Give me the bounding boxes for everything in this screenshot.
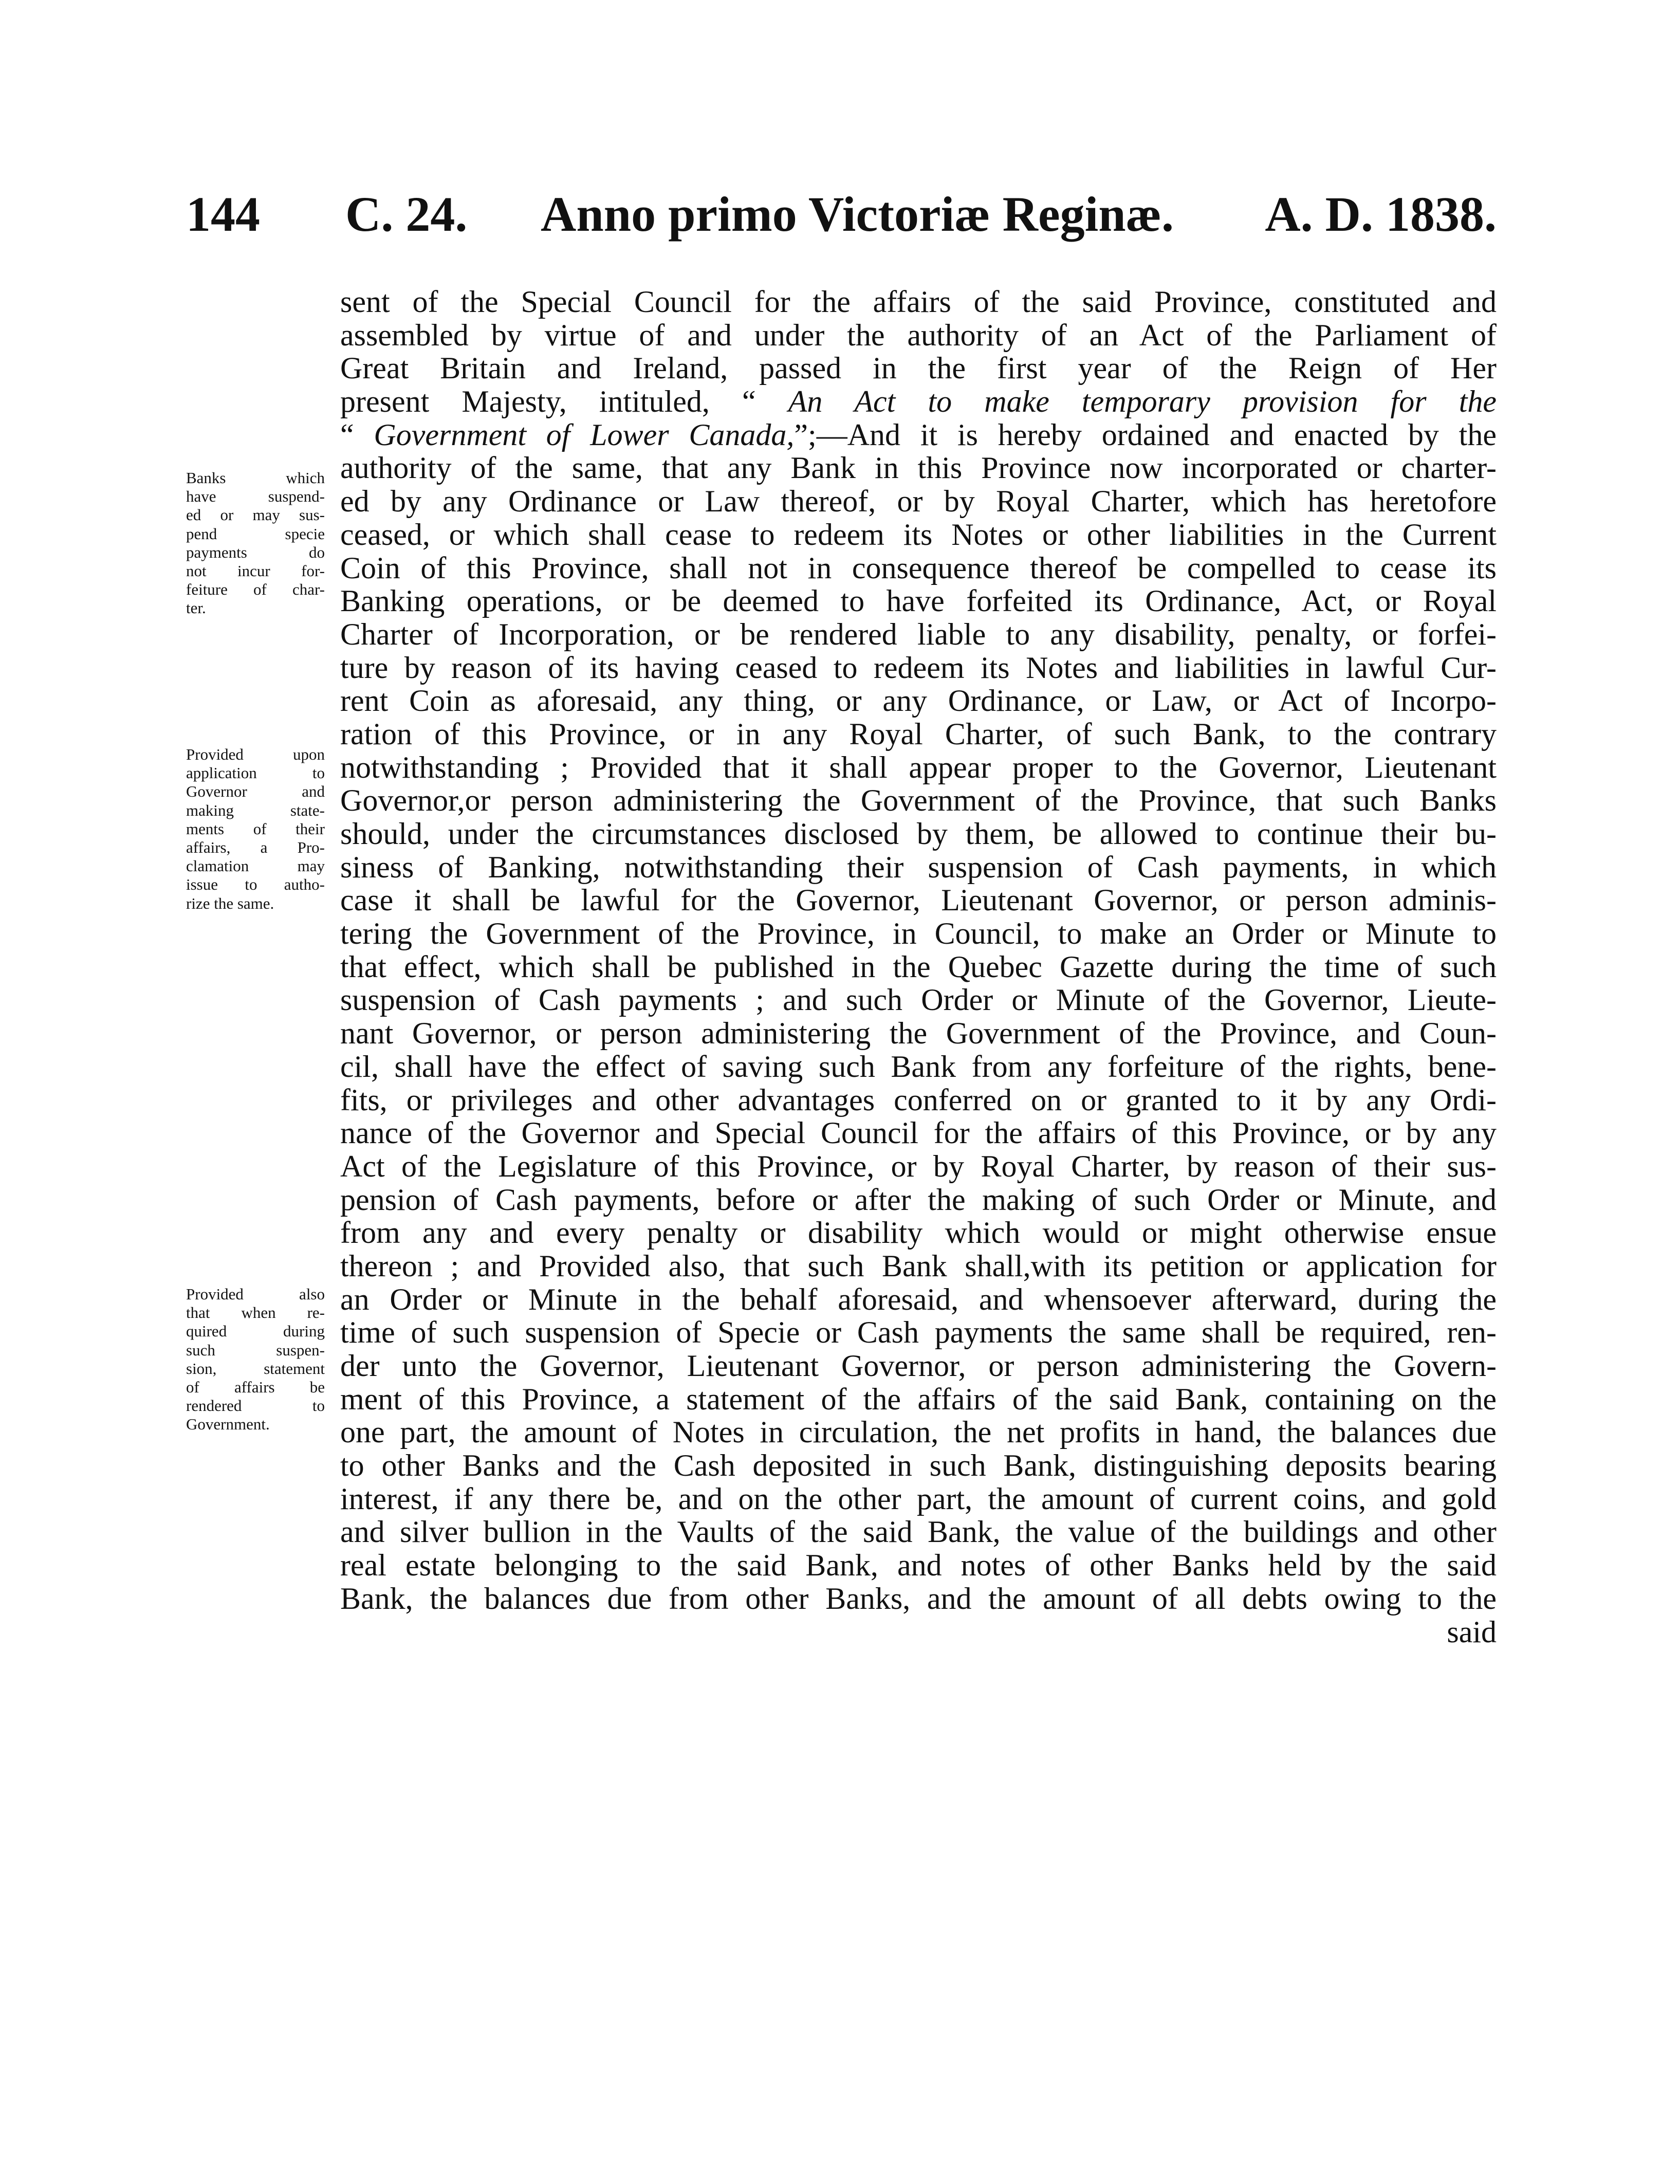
text-line: fits, or privileges and other advantages conferred on or granted to it by any Ordi- [340,1082,1497,1117]
text-line: an Order or Minute in the behalf aforesaid, and whensoever afterward, during the [340,1282,1497,1316]
margin-note-line: rize the same. [186,894,274,912]
text-line: and silver bullion in the Vaults of the said Bank, the value of the buildings and other [340,1515,1497,1549]
margin-note-line: ter. [186,599,206,617]
text-line: notwithstanding ; Provided that it shall appear proper to the Governor, Lieutenant [340,750,1497,784]
margin-note-line: such suspen- [186,1341,325,1359]
margin-note-line: quired during [186,1322,325,1341]
margin-note-line: Governor and [186,782,325,801]
text-segment: present Majesty, intituled, “ [340,384,788,419]
margin-note-line: have suspend- [186,487,325,506]
text-line: Charter of Incorporation, or be rendered liable to any disability, penalty, or forfei- [340,617,1497,651]
margin-note-line: Banks which [186,469,325,487]
text-line [340,418,1497,452]
text-line: from any and every penalty or disability which would or might otherwise ensue [340,1216,1497,1250]
text-line: rent Coin as aforesaid, any thing, or any Ordinance, or Law, or Act of Incorpo- [340,684,1497,718]
margin-note-line: of affairs be [186,1378,325,1397]
text-line: nant Governor, or person administering the Government of the Province, and Coun- [340,1016,1497,1051]
text-line: assembled by virtue of and under the authority of an Act of the Parliament of [340,318,1497,352]
text-line: to other Banks and the Cash deposited in such Bank, distinguishing deposits bearing [340,1448,1497,1483]
margin-note-line: Government. [186,1415,270,1434]
margin-note-line: payments do [186,543,325,561]
text-line: ration of this Province, or in any Royal Charter, of such Bank, to the contrary [340,717,1497,751]
running-title: Anno primo Victoriæ Reginæ. [541,187,1174,242]
margin-note-line: clamation may [186,857,325,875]
text-line: Coin of this Province, shall not in consequence thereof be compelled to cease its [340,550,1497,585]
margin-note-line: Provided upon [186,745,325,763]
margin-note-line: not incur for- [186,562,325,580]
margin-note-statement-of-affairs [186,1285,325,1434]
text-line: pension of Cash payments, before or after the making of such Order or Minute, and [340,1182,1497,1217]
text-line: nance of the Governor and Special Council for the affairs of this Province, or by any [340,1116,1497,1150]
text-line: authority of the same, that any Bank in this Province now incorporated or charter- [340,451,1497,485]
italic-title-segment: Government of Lower Canada, [374,417,795,452]
margin-note-line: issue to autho- [186,875,325,894]
text-line [340,385,1497,418]
margin-note-line: making state- [186,801,325,819]
year: A. D. 1838. [1265,187,1497,242]
body-text [340,285,1497,1648]
italic-title-segment: An Act to make temporary provision for the [788,384,1497,419]
text-line: one part, the amount of Notes in circulation, the net profits in hand, the balances due [340,1415,1497,1449]
text-segment: “ [340,417,374,452]
running-header [186,181,1497,248]
text-line: ed by any Ordinance or Law thereof, or by Royal Charter, which has heretofore [340,484,1497,519]
text-line: should, under the circumstances disclosed by them, be allowed to continue their bu- [340,817,1497,851]
margin-note-line: Provided also [186,1285,325,1303]
text-line: case it shall be lawful for the Governor, Lieutenant Governor, or person adminis- [340,883,1497,917]
text-line: ceased, or which shall cease to redeem its Notes or other liabilities in the Current [340,517,1497,552]
text-line: sent of the Special Council for the affairs of the said Province, constituted and [340,285,1497,319]
margin-note-line: affairs, a Pro- [186,838,325,857]
text-line: Act of the Legislature of this Province, or by Royal Charter, by reason of their sus- [340,1149,1497,1183]
text-line: siness of Banking, notwithstanding their suspension of Cash payments, in which [340,850,1497,884]
margin-note-line: ments of their [186,819,325,838]
margin-note-line: rendered to [186,1397,325,1415]
text-line: suspension of Cash payments ; and such Order or Minute of the Governor, Lieute- [340,983,1497,1017]
text-line: der unto the Governor, Lieutenant Governor, or person administering the Govern- [340,1349,1497,1383]
text-line: said [1447,1614,1497,1649]
margin-note-proclamation [186,745,325,913]
text-line: thereon ; and Provided also, that such Bank shall,with its petition or application for [340,1249,1497,1283]
text-line: Governor,or person administering the Government of the Province, that such Banks [340,783,1497,818]
text-line: ment of this Province, a statement of the affairs of the said Bank, containing on the [340,1382,1497,1416]
margin-note-line: sion, statement [186,1359,325,1378]
margin-note-line: application to [186,764,325,782]
margin-note-line: pend specie [186,524,325,543]
text-line: Banking operations, or be deemed to have forfeited its Ordinance, Act, or Royal [340,584,1497,618]
margin-note-line: feiture of char- [186,580,325,599]
margin-note-banks-suspending [186,469,325,618]
text-line: time of such suspension of Specie or Cash payments the same shall be required, ren- [340,1315,1497,1350]
text-segment: ”;—And it is hereby ordained and enacted by the [794,417,1497,452]
text-line: Great Britain and Ireland, passed in the first year of the Reign of Her [340,351,1497,386]
chapter-number: C. 24. [345,187,468,242]
page-number: 144 [186,187,260,242]
text-line: tering the Government of the Province, in Council, to make an Order or Minute to [340,916,1497,951]
text-line: that effect, which shall be published in the Quebec Gazette during the time of such [340,949,1497,984]
text-line: Bank, the balances due from other Banks, and the amount of all debts owing to the [340,1581,1497,1616]
text-line: cil, shall have the effect of saving such Bank from any forfeiture of the rights, bene- [340,1049,1497,1084]
text-line: interest, if any there be, and on the other part, the amount of current coins, and gold [340,1481,1497,1516]
margin-note-line: ed or may sus- [186,506,325,524]
text-line: real estate belonging to the said Bank, and notes of other Banks held by the said [340,1548,1497,1583]
margin-note-line: that when re- [186,1304,325,1322]
text-line: ture by reason of its having ceased to redeem its Notes and liabilities in lawful Cur- [340,650,1497,685]
